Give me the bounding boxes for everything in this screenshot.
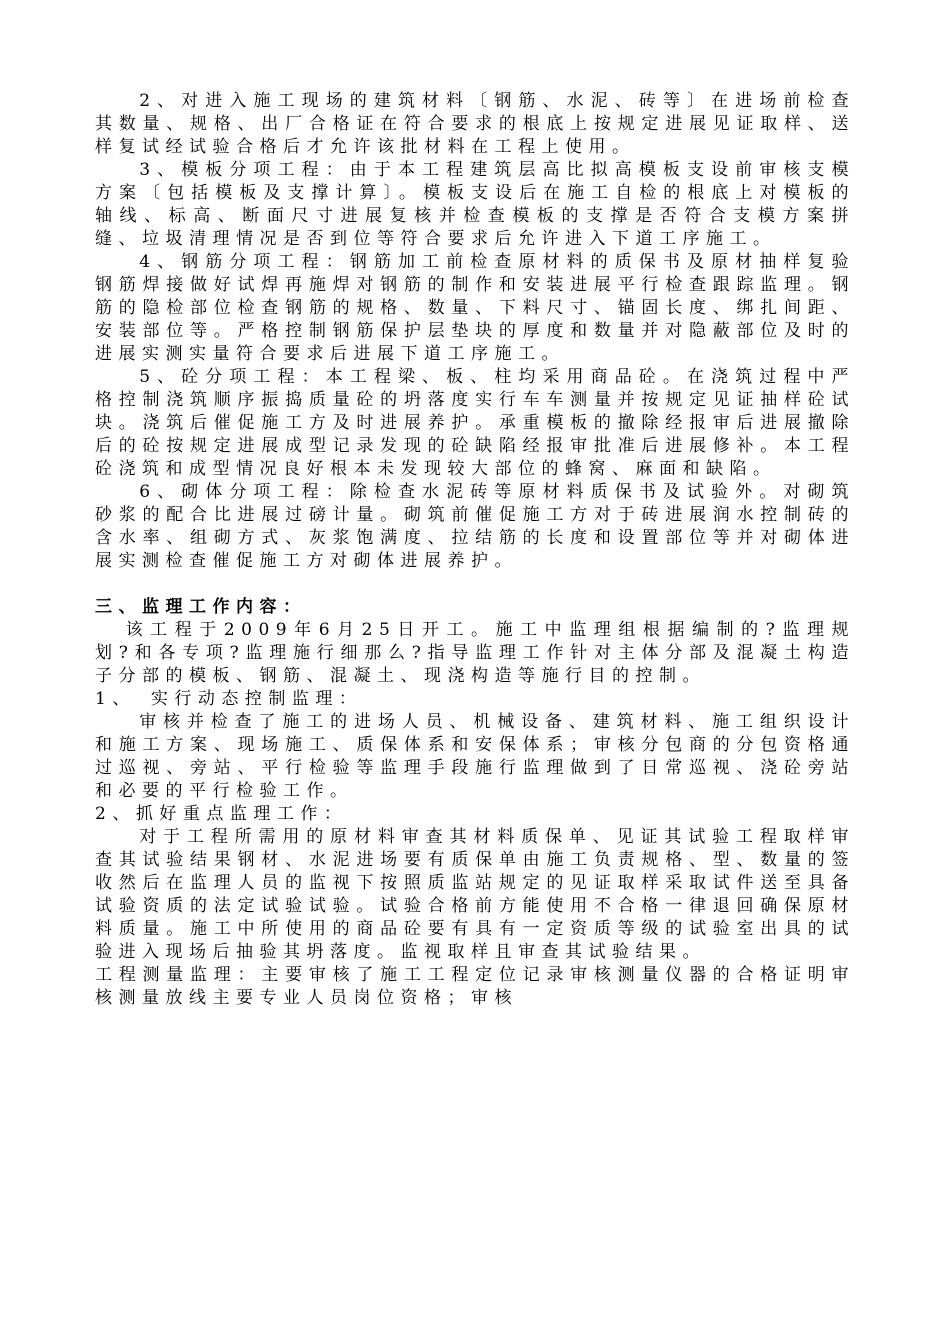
item-1-body: 审核并检查了施工的进场人员、机械设备、建筑材料、施工组织设计和施工方案、现场施工、质保体系和安保体系；审核分包商的分包资格通过巡视、旁站、平行检验等监理手段施行监理做到了日常巡视、浇砼旁站和必要的平行检验工作。 xyxy=(95,712,855,801)
paragraph-concrete: 5、砼分项工程：本工程梁、板、柱均采用商品砼。在浇筑过程中严格控制浇筑顺序振捣质量砼的坍落度实行车车测量并按规定见证抽样砼试块。浇筑后催促施工方及时进展养护。承重模板的撤除经报审后进展撤除后的砼按规定进展成型记录发现的砼缺陷经报审批准后进展修补。本工程砼浇筑和成型情况良好根本未发现较大部位的蜂窝、麻面和缺陷。 xyxy=(95,367,855,479)
paragraph-rebar: 4、钢筋分项工程：钢筋加工前检查原材料的质保书及原材抽样复验钢筋焊接做好试焊再施焊对钢筋的制作和安装进展平行检查跟踪监理。钢筋的隐检部位检查钢筋的规格、数量、下料尺寸、锚固长度、绑扎间距、安装部位等。严格控制钢筋保护层垫块的厚度和数量并对隐蔽部位及时的进展实测实量符合要求后进展下道工序施工。 xyxy=(95,252,855,364)
paragraph-materials-inspection: 2、对进入施工现场的建筑材料〔钢筋、水泥、砖等〕在进场前检查其数量、规格、出厂合格证在符合要求的根底上按规定进展见证取样、送样复试经试验合格后才允许该批材料在工程上使用。 xyxy=(95,91,855,157)
document-body xyxy=(95,90,855,1010)
item-1-heading: 1、 实行动态控制监理： xyxy=(95,689,363,709)
paragraph-masonry: 6、砌体分项工程：除检查水泥砖等原材料质保书及试验外。对砌筑砂浆的配合比进展过磅计量。砌筑前催促施工方对于砖进展润水控制砖的含水率、组砌方式、灰浆饱满度、拉结筋的长度和设置部位等并对砌体进展实测检查催促施工方对砌体进展养护。 xyxy=(95,482,855,571)
item-2-heading: 2、抓好重点监理工作： xyxy=(95,804,348,824)
paragraph-formwork: 3、模板分项工程：由于本工程建筑层高比拟高模板支设前审核支模方案〔包括模板及支撑计算〕。模板支设后在施工自检的根底上对模板的轴线、标高、断面尺寸进展复核并检查模板的支撑是否符合支模方案拼缝、垃圾清理情况是否到位等符合要求后允许进入下道工序施工。 xyxy=(95,160,855,249)
paragraph-gap xyxy=(95,573,855,596)
item-2-tail: 工程测量监理：主要审核了施工工程定位记录审核测量仪器的合格证明审核测量放线主要专业人员岗位资格；审核 xyxy=(95,965,855,1008)
section-intro: 该工程于2009年6月25日开工。施工中监理组根据编制的?监理规划?和各专项?监理施行细那么?指导监理工作针对主体分部及混凝土构造子分部的模板、钢筋、混凝土、现浇构造等施行目的控制。 xyxy=(95,620,855,686)
item-2-body: 对于工程所需用的原材料审查其材料质保单、见证其试验工程取样审查其试验结果钢材、水泥进场要有质保单由施工负责规格、型、数量的签收然后在监理人员的监视下按照质监站规定的见证取样采取试件送至具备试验资质的法定试验试验。试验合格前方能使用不合格一律退回确保原材料质量。施工中所使用的商品砼要有具有一定资质等级的试验室出具的试验进入现场后抽验其坍落度。监视取样且审查其试验结果。 xyxy=(95,827,855,962)
section-heading: 三、监理工作内容： xyxy=(95,597,307,617)
